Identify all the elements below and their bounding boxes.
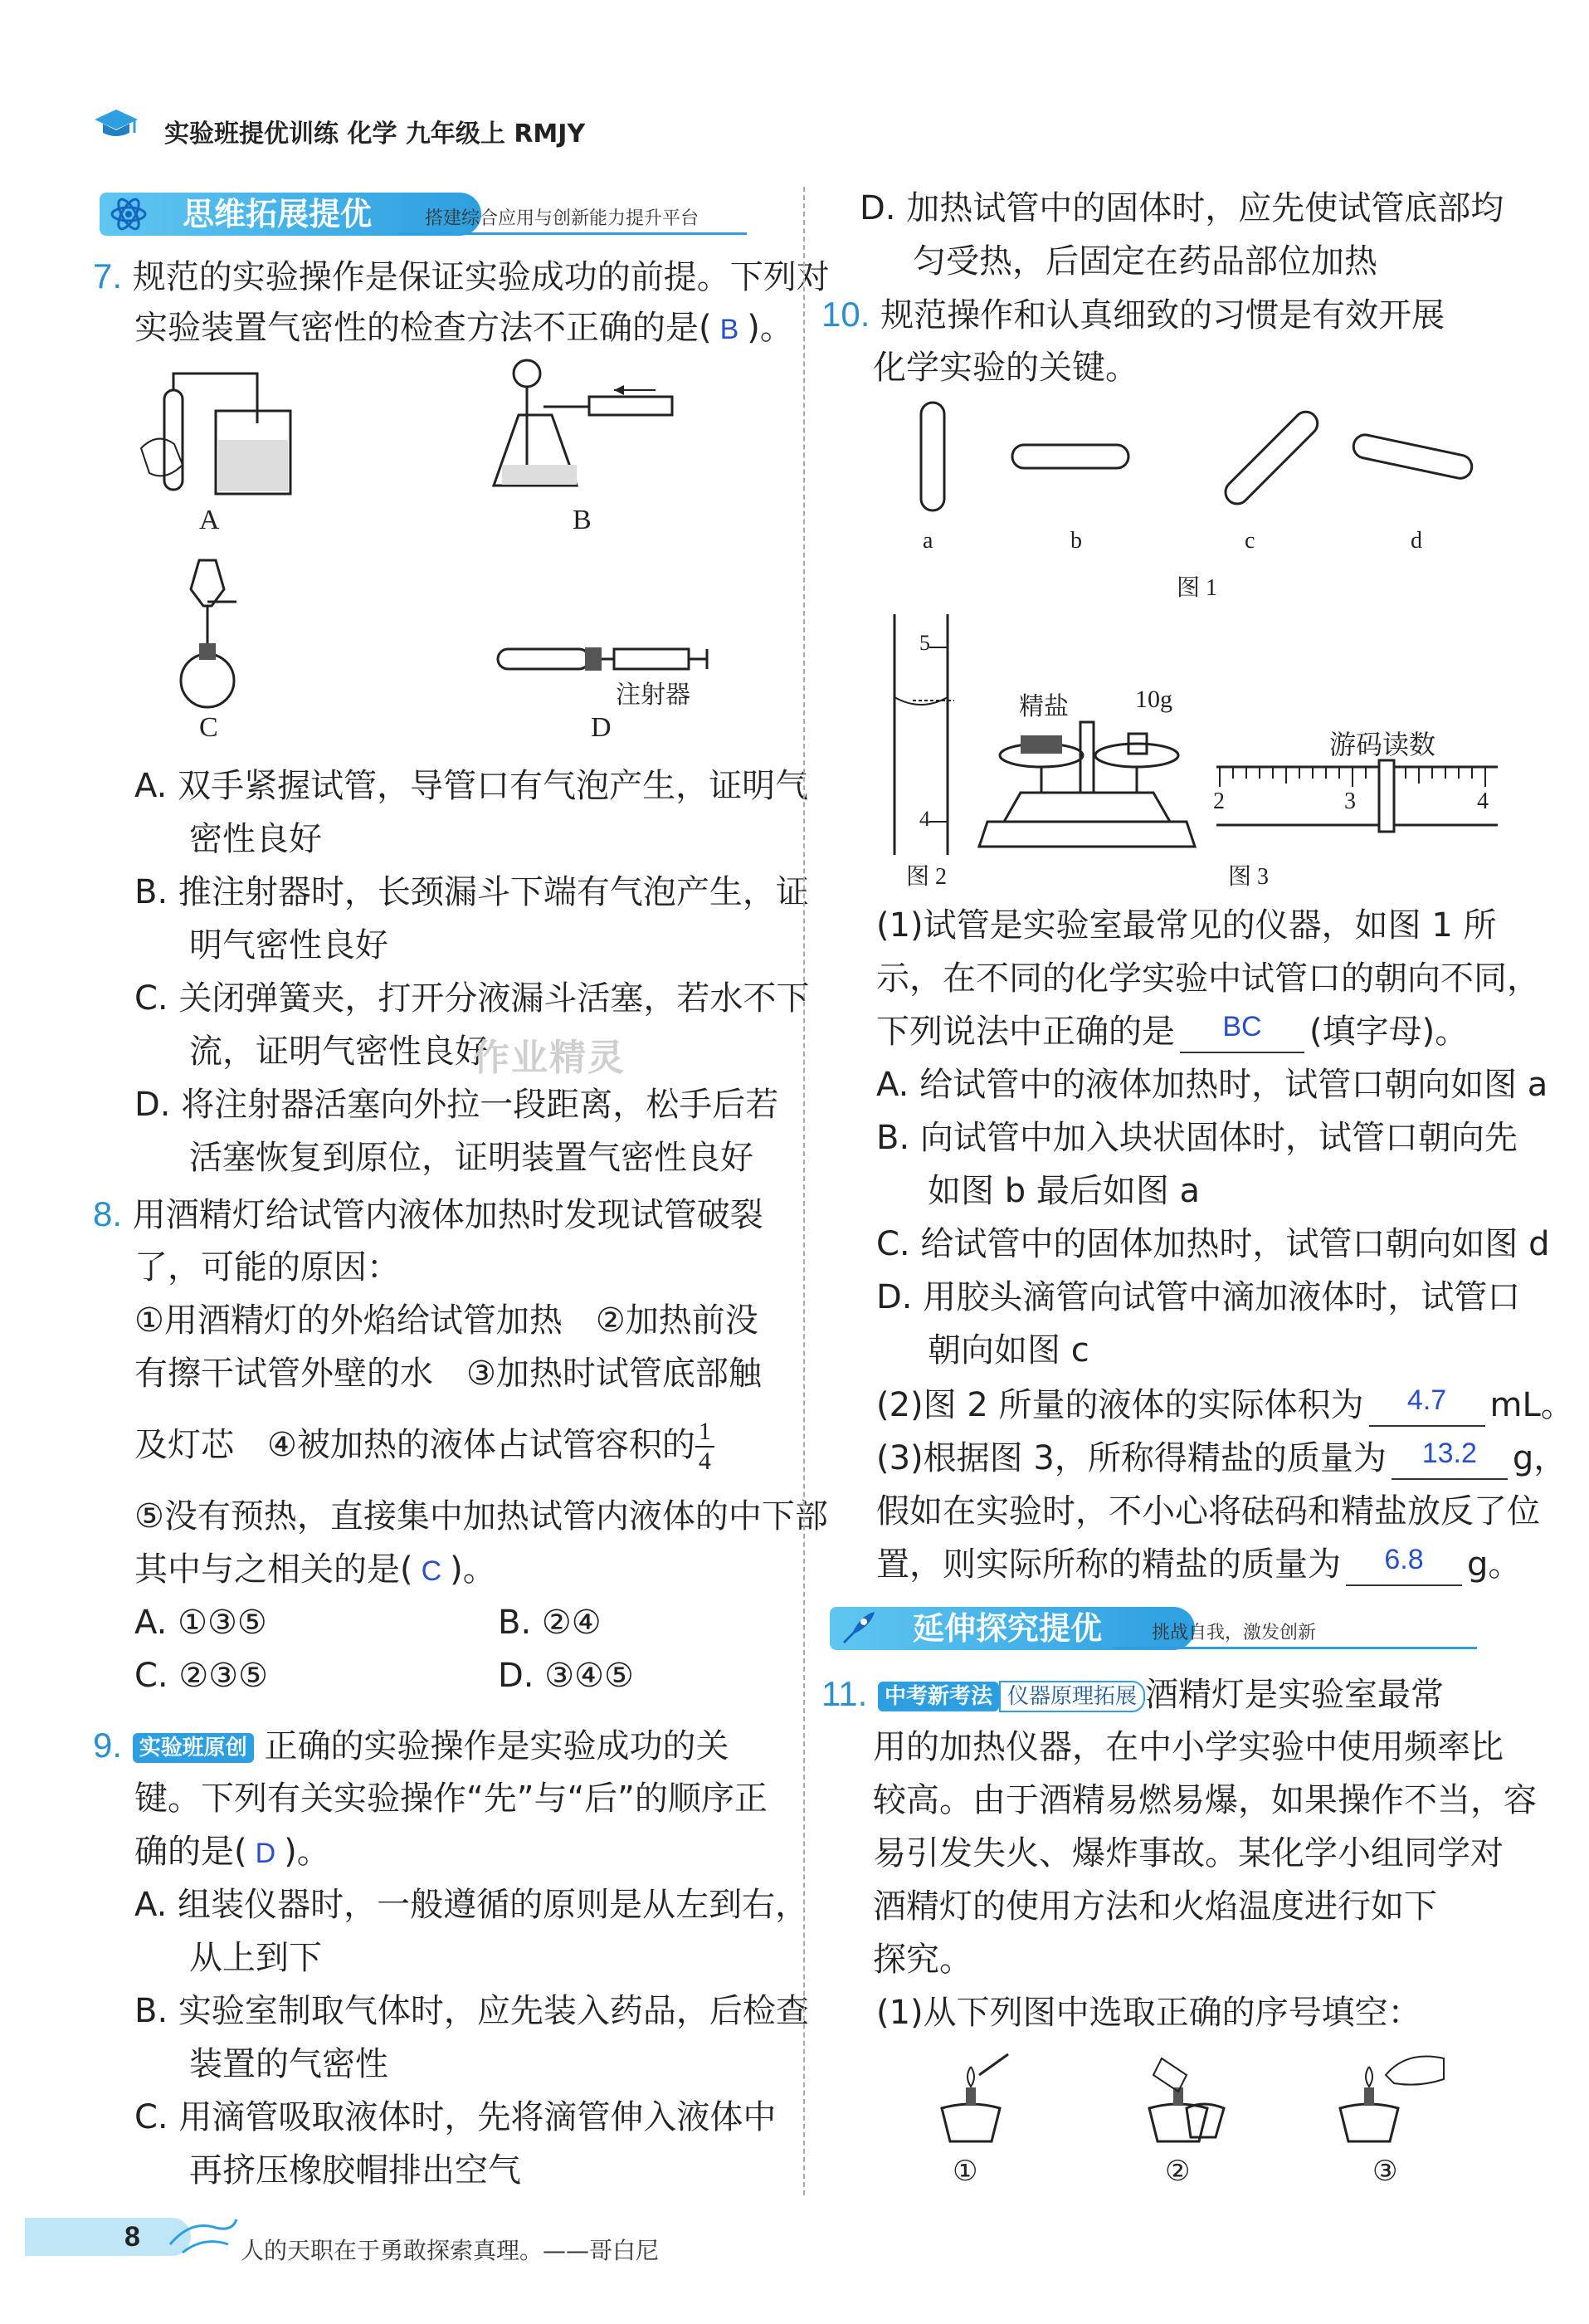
q11-line7: (1)从下列图中选取正确的序号填空： [876, 1994, 1421, 2032]
q7-figure-a [133, 365, 307, 501]
q10-s1-answer: BC [1222, 1011, 1262, 1042]
q7-syringe-label: 注射器 [616, 681, 690, 710]
banner-underline [1112, 1647, 1477, 1649]
q7-option-d: D. 将注射器活塞向外拉一段距离，松手后若 [134, 1086, 779, 1124]
q7-line2: 实验装置气密性的检查方法不正确的是( B )。 [134, 309, 793, 347]
q8-line2: 了，可能的原因： [134, 1248, 400, 1286]
q10-option-b-cont: 如图 b 最后如图 a [928, 1172, 1201, 1210]
column-divider [803, 187, 805, 2195]
footer-page-number: 8 [124, 2221, 140, 2253]
q8-line6: ⑤没有预热，直接集中加热试管内液体的中下部 [134, 1497, 828, 1536]
q8-line3: ①用酒精灯的外焰给试管加热 ②加热前没 [134, 1301, 758, 1340]
q10-fig2-caption: 图 2 [906, 864, 948, 890]
q8-option-c: C. ②③⑤ [134, 1657, 268, 1695]
q9-number: 9. [93, 1726, 123, 1765]
q11-tag2: 仪器原理拓展 [999, 1681, 1145, 1712]
q10-fig1-label-c: c [1245, 528, 1255, 554]
q11-line2: 用的加热仪器，在中小学实验中使用频率比 [873, 1728, 1504, 1766]
q11-figure-3 [1328, 2042, 1452, 2153]
q10-fig3-tick-4: 4 [1477, 788, 1489, 814]
q10-option-b: B. 向试管中加入块状固体时，试管口朝向先 [876, 1119, 1518, 1157]
q10-s3-answer: 13.2 [1421, 1438, 1477, 1469]
q8-answer: C [421, 1555, 442, 1587]
q10-option-d-cont: 朝向如图 c [928, 1331, 1089, 1370]
q10-line2: 化学实验的关键。 [873, 349, 1138, 387]
q7-option-d-cont: 活塞恢复到原位，证明装置气密性良好 [189, 1139, 753, 1177]
q10-s2-answer: 4.7 [1406, 1384, 1447, 1416]
q10-s1-line3: 下列说法中正确的是 $^{BC}$ (填字母)。 [876, 1004, 1468, 1059]
section-banner-extension [830, 1607, 1195, 1650]
q7-figure-b-label: B [573, 505, 592, 535]
section-banner-thinking [100, 193, 481, 236]
q10-s1-line2: 示，在不同的化学实验中试管口的朝向不同， [876, 959, 1540, 998]
banner-title: 延伸探究提优 [913, 1610, 1103, 1647]
q7-option-c: C. 关闭弹簧夹，打开分液漏斗活塞，若水不下 [134, 979, 810, 1018]
q10-s3-line2: 假如在实验时，不小心将砝码和精盐放反了位 [876, 1492, 1540, 1531]
q10-fig3-tick-2: 2 [1213, 788, 1225, 814]
q8-line5: 及灯芯 ④被加热的液体占试管容积的 $\frac{1}{4}$ [134, 1418, 714, 1476]
q9-tag: 实验班原创 [133, 1733, 254, 1763]
q7-option-a: A. 双手紧握试管，导管口有气泡产生，证明气 [134, 767, 809, 805]
q10-s3-line1: (3)根据图 3，所称得精盐的质量为 $^{13.2}$ g， [876, 1431, 1567, 1486]
banner-subtitle: 挑战自我，激发创新 [1152, 1623, 1317, 1643]
q10-fig3-tick-3: 3 [1344, 788, 1356, 814]
q9-option-b: B. 实验室制取气体时，应先装入药品，后检查 [134, 1992, 809, 2030]
q10-figure3-ruler [1211, 759, 1502, 837]
q11-figure-3-label: ③ [1372, 2156, 1398, 2187]
q7-answer: B [719, 314, 739, 345]
q11-figure-2-label: ② [1165, 2156, 1191, 2187]
q10-fig2-weight-label: 10g [1135, 686, 1172, 713]
atom-icon [108, 194, 149, 237]
q10-fig3-title: 游码读数 [1329, 729, 1436, 760]
q7-figure-d-label: D [591, 712, 612, 743]
q9-option-d: D. 加热试管中的固体时，应先使试管底部均 [860, 189, 1504, 227]
q10-option-a: A. 给试管中的液体加热时，试管口朝向如图 a [876, 1066, 1548, 1104]
q11-line4: 易引发失火、爆炸事故。某化学小组同学对 [873, 1834, 1504, 1872]
q8-option-a: A. ①③⑤ [134, 1604, 267, 1642]
q7-figure-c [166, 556, 257, 717]
q9-option-d-cont: 匀受热，后固定在药品部位加热 [913, 242, 1377, 281]
q11-figure-1-label: ① [953, 2156, 978, 2187]
q10-s2-line: (2)图 2 所量的液体的实际体积为 $^{4.7}$ mL。 [876, 1378, 1574, 1433]
footer-quote: 人的天职在于勇敢探索真理。——哥白尼 [241, 2237, 660, 2264]
q7-number: 7. [93, 256, 123, 295]
q11-figure-1 [929, 2050, 1012, 2153]
q11-line5: 酒精灯的使用方法和火焰温度进行如下 [873, 1887, 1437, 1926]
q8-option-b: B. ②④ [498, 1604, 602, 1642]
q10-fig2-salt-label: 精盐 [1019, 692, 1069, 721]
q8-option-d: D. ③④⑤ [498, 1657, 634, 1695]
q7-figure-a-label: A [199, 505, 220, 535]
q9-line3: 确的是( D )。 [134, 1833, 330, 1871]
q7-option-b: B. 推注射器时，长颈漏斗下端有气泡产生，证 [134, 873, 809, 911]
banner-subtitle: 搭建综合应用与创新能力提升平台 [425, 208, 699, 229]
q7-option-b-cont: 明气密性良好 [189, 926, 388, 964]
q7-line1: 7. 规范的实验操作是保证实验成功的前提。下列对 [93, 256, 830, 296]
q8-line7: 其中与之相关的是( C )。 [134, 1550, 496, 1589]
footer-decor-icon [166, 2211, 241, 2264]
q10-number: 10. [821, 295, 870, 334]
q11-line3: 较高。由于酒精易燃易爆，如果操作不当，容 [873, 1781, 1537, 1819]
q9-line1: 9. 实验班原创 正确的实验操作是实验成功的关 [93, 1726, 729, 1765]
q11-line1: 11. 中考新考法 仪器原理拓展 酒精灯是实验室最常 [821, 1674, 1445, 1714]
q10-s3-answer2: 6.8 [1384, 1544, 1424, 1575]
q10-option-c: C. 给试管中的固体加热时，试管口朝向如图 d [876, 1225, 1550, 1263]
q10-fig1-label-d: d [1411, 528, 1422, 554]
q9-line2: 键。下列有关实验操作“先”与“后”的顺序正 [134, 1780, 768, 1818]
banner-underline [398, 232, 747, 235]
q7-figure-c-label: C [199, 712, 218, 743]
q10-fig3-caption: 图 3 [1228, 864, 1270, 890]
q9-option-a-cont: 从上到下 [189, 1939, 322, 1977]
q10-fig1-caption: 图 1 [1177, 575, 1218, 601]
q11-figure-2 [1137, 2050, 1236, 2153]
q11-number: 11. [821, 1674, 868, 1713]
q10-s1-line1: (1)试管是实验室最常见的仪器，如图 1 所 [876, 906, 1497, 945]
watermark: 作业精灵 [473, 1037, 626, 1079]
header-logo-icon [93, 108, 139, 141]
q10-line1: 10. 规范操作和认真细致的习惯是有效开展 [821, 295, 1445, 334]
q9-option-c: C. 用滴管吸取液体时，先将滴管伸入液体中 [134, 2098, 777, 2136]
q9-option-c-cont: 再挤压橡胶帽排出空气 [189, 2151, 521, 2190]
q10-figure1 [904, 398, 1502, 526]
banner-title: 思维拓展提优 [183, 196, 373, 232]
q11-tag1: 中考新考法 [878, 1682, 999, 1711]
q8-line4: 有擦干试管外壁的水 ③加热时试管底部触 [134, 1355, 762, 1393]
q10-fig1-label-a: a [923, 528, 933, 554]
q10-fig2-tick-4: 4 [919, 807, 930, 831]
q10-option-d: D. 用胶头滴管向试管中滴加液体时，试管口 [876, 1278, 1521, 1316]
q8-number: 8. [93, 1194, 123, 1233]
q7-option-a-cont: 密性良好 [189, 820, 322, 858]
q10-s3-line3: 置，则实际所称的精盐的质量为 $^{6.8}$ g。 [876, 1537, 1521, 1592]
q10-fig1-label-b: b [1070, 528, 1082, 554]
q10-figure2-balance [971, 714, 1203, 858]
rocket-icon [836, 1609, 878, 1652]
q8-fraction: $\frac{1}{4}$ [695, 1418, 714, 1476]
q11-line6: 探究。 [873, 1941, 972, 1979]
q9-option-b-cont: 装置的气密性 [189, 2045, 388, 2083]
q9-answer: D [255, 1838, 276, 1869]
header-title: 实验班提优训练 化学 九年级上 RMJY [164, 120, 586, 149]
q7-option-c-cont: 流，证明气密性良好 [189, 1033, 488, 1071]
q7-figure-b [490, 357, 689, 501]
q9-option-a: A. 组装仪器时，一般遵循的原则是从左到右， [134, 1886, 809, 1924]
q10-fig2-tick-5: 5 [919, 631, 930, 655]
q8-line1: 8. 用酒精灯给试管内液体加热时发现试管破裂 [93, 1194, 763, 1234]
